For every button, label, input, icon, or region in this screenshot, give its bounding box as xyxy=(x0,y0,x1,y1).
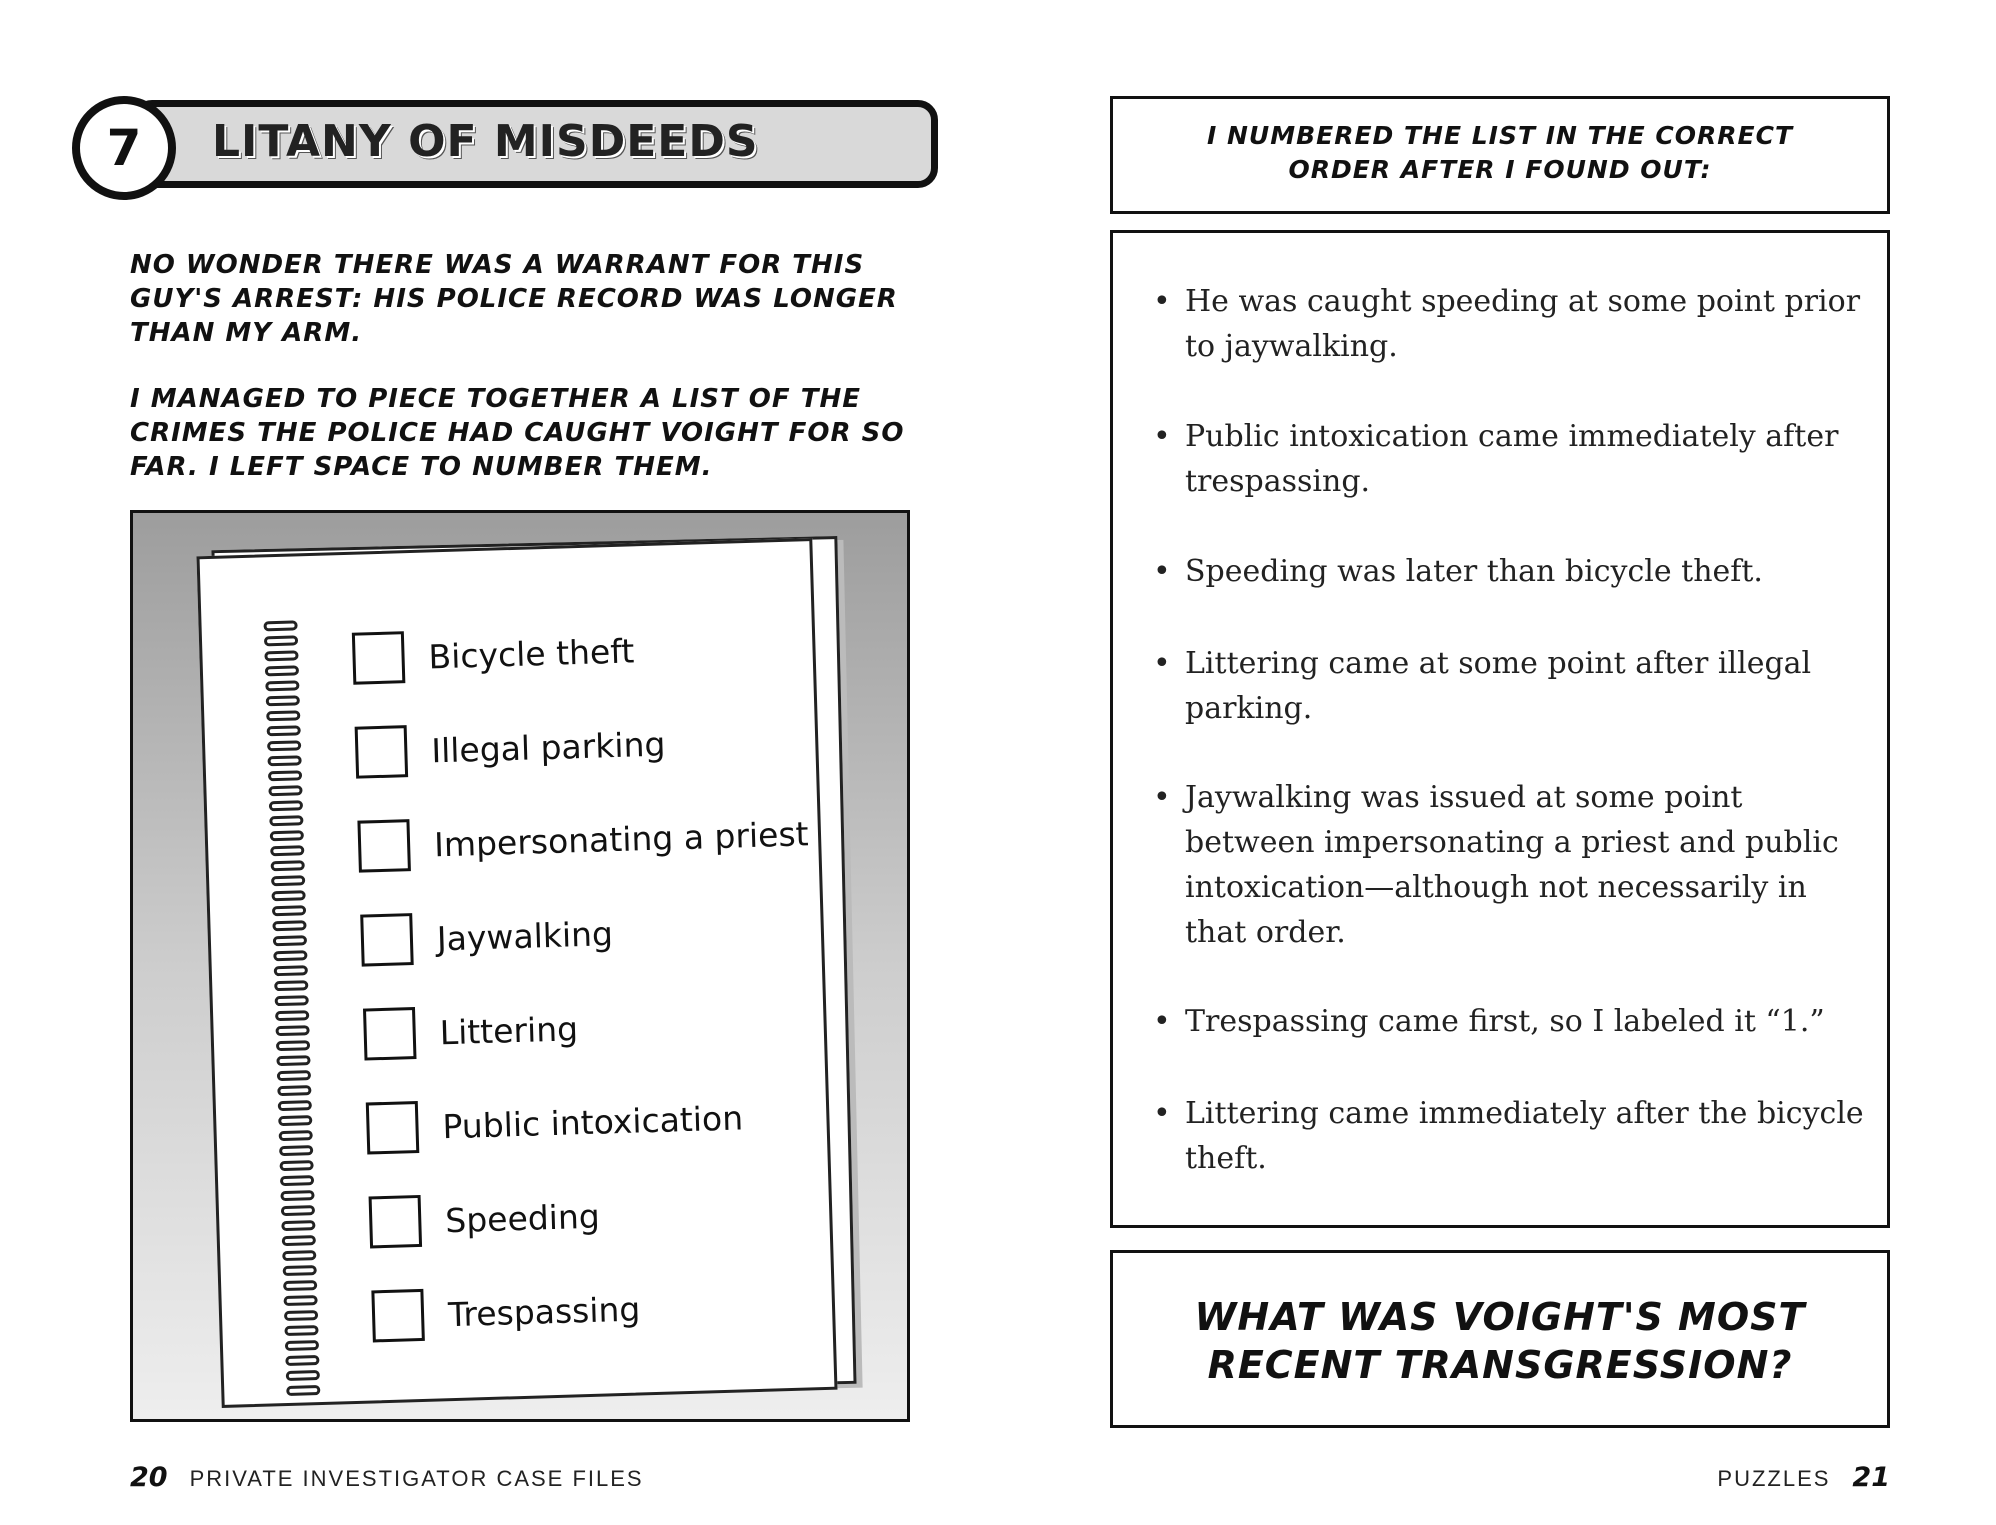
spiral-coil xyxy=(282,1250,316,1261)
spiral-binding xyxy=(263,620,327,1421)
spiral-coil xyxy=(280,1190,314,1201)
page-number-left: 20 xyxy=(130,1462,168,1493)
spiral-coil xyxy=(276,1040,310,1051)
spiral-coil xyxy=(283,1295,317,1306)
crime-label: Bicycle theft xyxy=(427,630,635,676)
crime-label: Public intoxication xyxy=(441,1097,744,1146)
spiral-coil xyxy=(278,1115,312,1126)
crime-item xyxy=(355,718,666,779)
spiral-coil xyxy=(282,1235,316,1246)
spiral-coil xyxy=(272,920,306,931)
crime-item xyxy=(369,1190,601,1249)
spiral-coil xyxy=(264,650,298,661)
spiral-coil xyxy=(273,950,307,961)
spiral-coil xyxy=(268,770,302,781)
crime-item xyxy=(360,907,613,966)
spiral-coil xyxy=(269,800,303,811)
right-footer xyxy=(1695,1462,1890,1493)
spiral-coil xyxy=(269,815,303,826)
left-footer xyxy=(130,1462,666,1493)
spiral-coil xyxy=(266,710,300,721)
number-box[interactable] xyxy=(352,631,406,685)
spiral-coil xyxy=(273,935,307,946)
spiral-coil xyxy=(283,1265,317,1276)
spiral-coil xyxy=(267,755,301,766)
spiral-coil xyxy=(266,695,300,706)
clue-item: • Littering came immediately after the bicycle theft. xyxy=(1153,1091,1875,1181)
spiral-coil xyxy=(271,860,305,871)
puzzle-title-banner xyxy=(72,96,942,198)
spiral-coil xyxy=(280,1175,314,1186)
spiral-coil xyxy=(279,1130,313,1141)
puzzle-number-badge xyxy=(72,96,176,200)
crime-item xyxy=(363,1002,579,1060)
spiral-coil xyxy=(270,830,304,841)
spiral-coil xyxy=(272,905,306,916)
spiral-coil xyxy=(285,1355,319,1366)
intro-paragraph-2: I MANAGED TO PIECE TOGETHER A LIST OF THE CRIMES THE POLICE HAD CAUGHT VOIGHT FOR SO FAR. I LEFT SPACE TO NUMBER THEM. xyxy=(130,384,905,482)
spiral-coil xyxy=(271,875,305,886)
spiral-coil xyxy=(263,620,297,631)
running-head-left: PRIVATE INVESTIGATOR CASE FILES xyxy=(189,1466,644,1491)
notebook-illustration xyxy=(130,510,910,1422)
spiral-coil xyxy=(286,1370,320,1381)
clue-header-text: I NUMBERED THE LIST IN THE CORRECT ORDER AFTER I FOUND OUT: xyxy=(1206,121,1794,184)
number-box[interactable] xyxy=(371,1289,425,1343)
spiral-coil xyxy=(286,1385,320,1396)
crime-label: Speeding xyxy=(444,1196,601,1240)
clue-header-box xyxy=(1110,96,1890,214)
crime-label: Illegal parking xyxy=(430,724,666,770)
crime-item xyxy=(357,807,809,872)
spiral-coil xyxy=(267,740,301,751)
clue-item: • Littering came at some point after illegal parking. xyxy=(1153,641,1875,731)
spiral-coil xyxy=(265,665,299,676)
notebook-page xyxy=(196,538,837,1408)
spiral-coil xyxy=(284,1310,318,1321)
spiral-coil xyxy=(264,635,298,646)
spiral-coil xyxy=(268,785,302,796)
puzzle-question: WHAT WAS VOIGHT'S MOST RECENT TRANSGRESSION? xyxy=(1194,1295,1806,1387)
puzzle-number: 7 xyxy=(106,119,142,177)
spiral-coil xyxy=(265,680,299,691)
clue-item: • Public intoxication came immediately after trespassing. xyxy=(1153,414,1875,504)
spiral-coil xyxy=(281,1205,315,1216)
spiral-coil xyxy=(275,1010,309,1021)
spiral-coil xyxy=(284,1325,318,1336)
spiral-coil xyxy=(277,1085,311,1096)
number-box[interactable] xyxy=(355,725,409,779)
clue-item: • Trespassing came first, so I labeled it “1.” xyxy=(1153,999,1875,1044)
number-box[interactable] xyxy=(357,819,411,873)
spiral-coil xyxy=(277,1070,311,1081)
intro-paragraph-1: NO WONDER THERE WAS A WARRANT FOR THIS GUY'S ARREST: HIS POLICE RECORD WAS LONGER THAN MY ARM. xyxy=(130,250,898,348)
spiral-coil xyxy=(283,1280,317,1291)
clue-list-box xyxy=(1110,230,1890,1228)
spiral-coil xyxy=(279,1145,313,1156)
crime-item xyxy=(352,624,635,684)
crime-label: Jaywalking xyxy=(436,913,614,958)
number-box[interactable] xyxy=(366,1101,420,1155)
spiral-coil xyxy=(275,995,309,1006)
crime-label: Trespassing xyxy=(447,1289,641,1334)
spiral-coil xyxy=(271,890,305,901)
crime-label: Impersonating a priest xyxy=(433,813,810,864)
clue-item: • He was caught speeding at some point prior to jaywalking. xyxy=(1153,279,1875,369)
spiral-coil xyxy=(281,1220,315,1231)
spiral-coil xyxy=(274,980,308,991)
spiral-coil xyxy=(270,845,304,856)
clue-item: • Jaywalking was issued at some point between impersonating a priest and public intoxication—although not necessarily in that order. xyxy=(1153,775,1875,955)
number-box[interactable] xyxy=(360,913,414,967)
page-number-right: 21 xyxy=(1852,1462,1890,1493)
puzzle-title: LITANY OF MISDEEDS xyxy=(212,116,759,167)
crime-item xyxy=(366,1091,744,1154)
spiral-coil xyxy=(279,1160,313,1171)
clue-item: • Speeding was later than bicycle theft. xyxy=(1153,549,1875,594)
spiral-coil xyxy=(275,1025,309,1036)
spiral-coil xyxy=(267,725,301,736)
spiral-coil xyxy=(274,965,308,976)
spiral-coil xyxy=(285,1340,319,1351)
number-box[interactable] xyxy=(363,1007,417,1061)
number-box[interactable] xyxy=(369,1195,423,1249)
crime-label: Littering xyxy=(439,1008,579,1052)
running-head-right: PUZZLES xyxy=(1717,1466,1831,1491)
crime-item xyxy=(371,1283,641,1343)
spiral-coil xyxy=(278,1100,312,1111)
question-box xyxy=(1110,1250,1890,1428)
spiral-coil xyxy=(276,1055,310,1066)
